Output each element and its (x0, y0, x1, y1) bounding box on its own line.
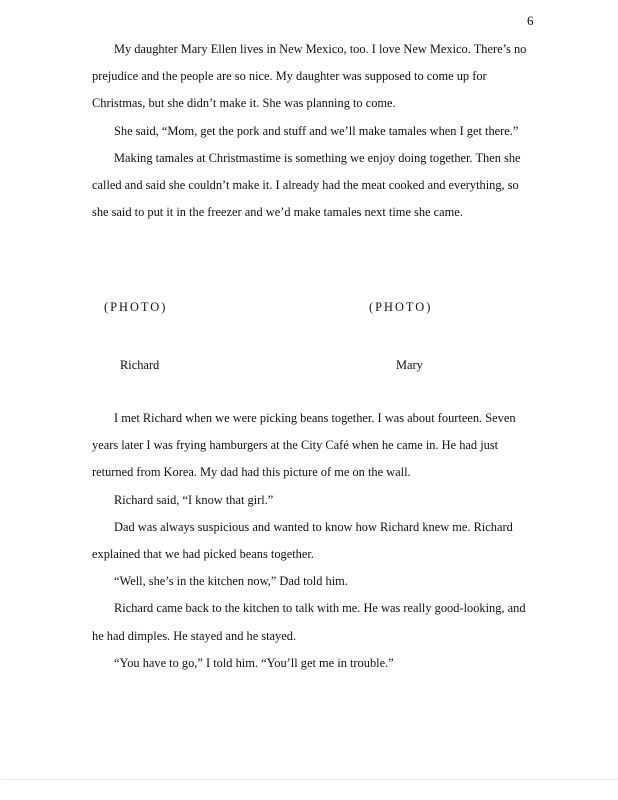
bottom-text-block (92, 405, 532, 677)
paragraph: “You have to go,” I told him. “You’ll get me in trouble.” (114, 655, 394, 670)
paragraph: Dad was always suspicious and wanted to know how Richard knew me. Richard explained that we had picked beans together. (92, 519, 513, 562)
paragraph: “Well, she’s in the kitchen now,” Dad told him. (114, 574, 348, 589)
paragraph: Making tamales at Christmastime is something we enjoy doing together. Then she called and said she couldn’t make it. I already had the meat cooked and everything, so she said to put it in the freezer and we’d make tamales next time she came. (92, 150, 521, 220)
top-text-block (92, 36, 532, 226)
paragraph: My daughter Mary Ellen lives in New Mexico, too. I love New Mexico. There’s no prejudice and the people are so nice. My daughter was supposed to come up for Christmas, but she didn’t make it. She was planning to come. (92, 42, 527, 111)
page-number: 6 (527, 13, 534, 28)
photo-caption-right: Mary (396, 358, 423, 372)
paragraph: She said, “Mom, get the pork and stuff and we’ll make tamales when I get there.” (114, 123, 519, 138)
paragraph: Richard said, “I know that girl.” (114, 492, 274, 507)
photo-placeholder-left: (PHOTO) (104, 300, 168, 314)
scan-edge-line (0, 779, 618, 780)
paragraph: I met Richard when we were picking beans together. I was about fourteen. Seven years later I was frying hamburgers at the City Café when he came in. He had just returned from Korea. My dad had this picture of me on the wall. (92, 411, 516, 480)
photo-caption-left: Richard (120, 358, 160, 372)
photo-placeholder-right: (PHOTO) (369, 300, 433, 314)
paragraph: Richard came back to the kitchen to talk with me. He was really good-looking, and he had dimples. He stayed and he stayed. (92, 601, 526, 643)
